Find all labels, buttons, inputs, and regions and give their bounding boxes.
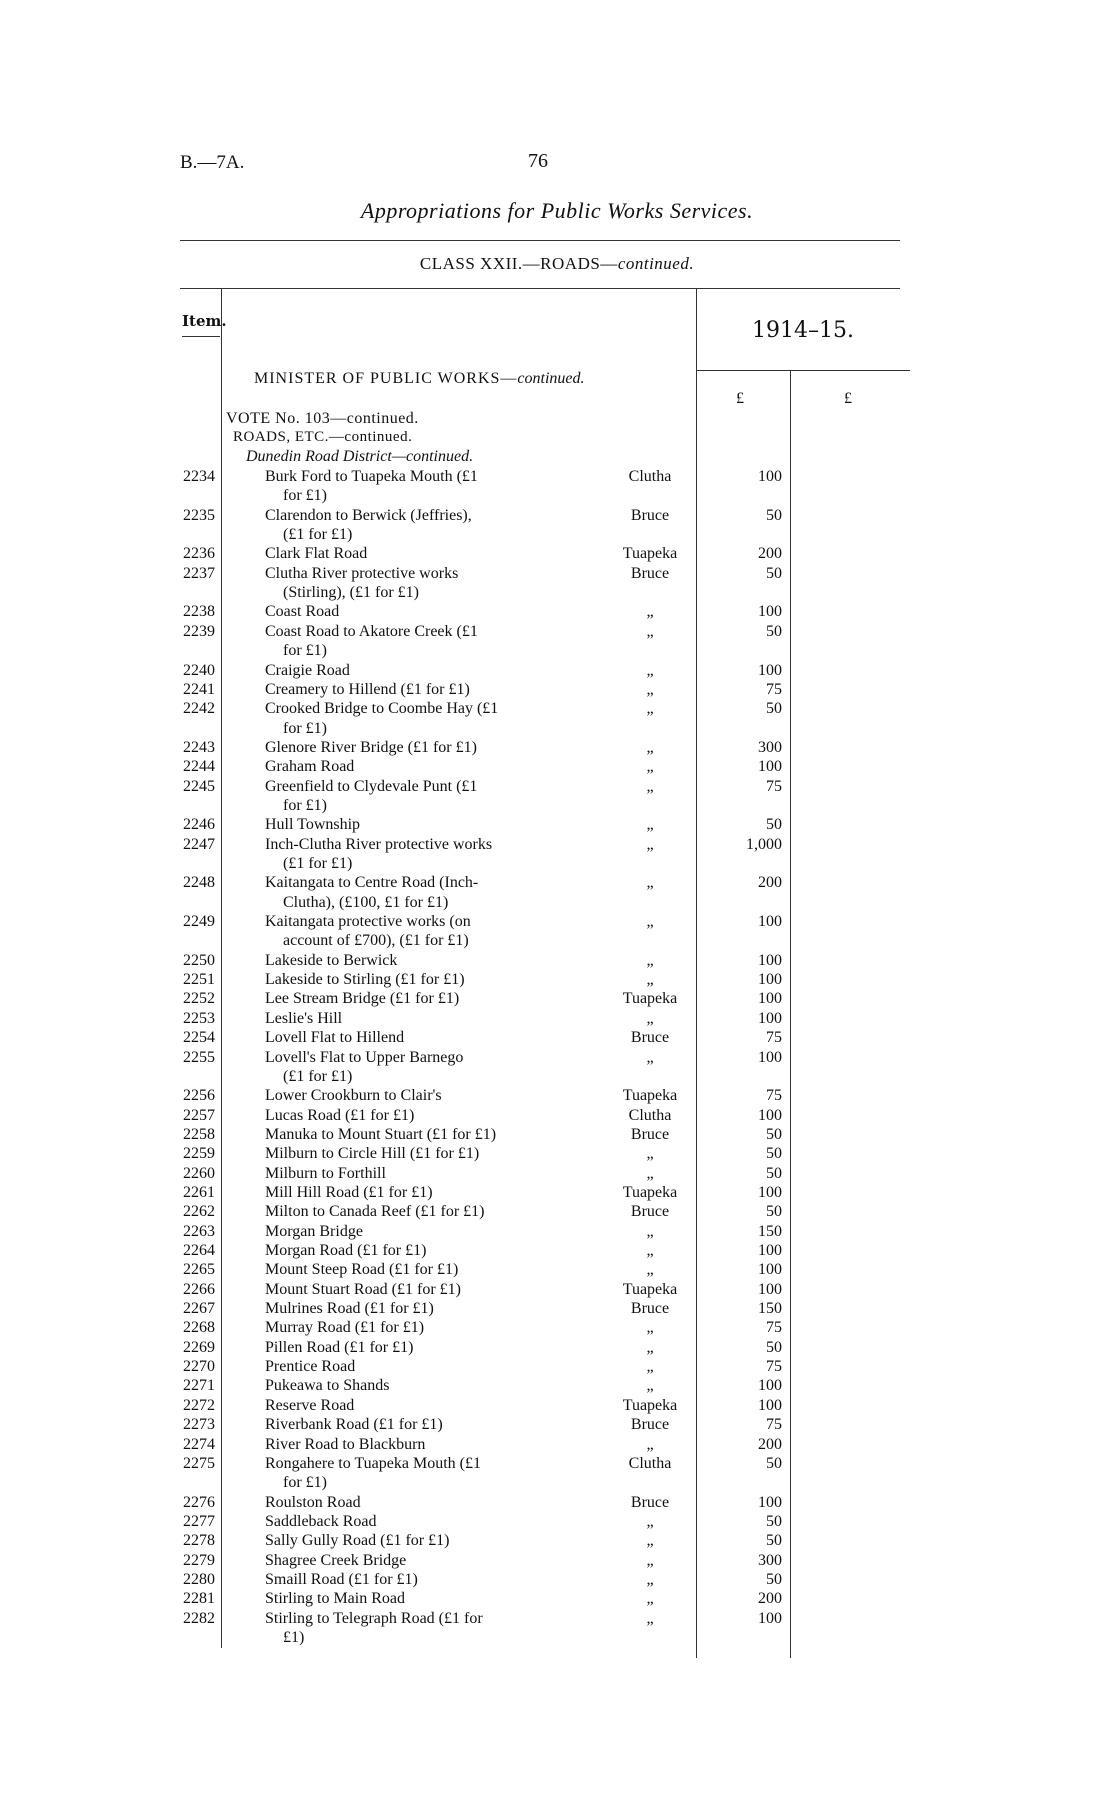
table-row <box>0 1493 1114 1513</box>
table-row <box>0 1028 1114 1048</box>
item-description: Smaill Road (£1 for £1) <box>265 1570 418 1588</box>
pound-column-header-1: £ <box>736 390 744 407</box>
table-row <box>0 1125 1114 1145</box>
item-number: 2235 <box>183 506 215 524</box>
item-electorate: Tuapeka <box>622 990 678 1008</box>
item-description: Creamery to Hillend (£1 for £1) <box>265 680 470 698</box>
table-row <box>0 815 1114 835</box>
item-description-continuation: for £1) <box>283 1474 327 1492</box>
item-amount: 150 <box>758 1300 782 1318</box>
item-description: Lovell Flat to Hillend <box>265 1029 405 1047</box>
item-description: Lakeside to Berwick <box>265 951 398 969</box>
item-electorate: „ <box>646 1319 654 1337</box>
table-row <box>0 1106 1114 1126</box>
item-number: 2269 <box>183 1338 215 1356</box>
table-row <box>0 873 1114 893</box>
class-heading: CLASS XXII.—ROADS—continued. <box>419 254 695 273</box>
table-row <box>0 564 1114 584</box>
table-row <box>0 1531 1114 1551</box>
item-number: 2270 <box>183 1358 215 1376</box>
item-number: 2262 <box>183 1203 215 1221</box>
item-amount: 100 <box>758 1609 782 1627</box>
item-number: 2237 <box>183 564 215 582</box>
item-number: 2258 <box>183 1125 215 1143</box>
item-amount: 100 <box>758 1493 782 1511</box>
table-row <box>0 1415 1114 1435</box>
item-description: Pillen Road (£1 for £1) <box>265 1338 414 1356</box>
item-number: 2267 <box>183 1300 215 1318</box>
item-amount: 75 <box>766 1029 782 1047</box>
item-electorate: „ <box>646 913 654 931</box>
item-electorate: „ <box>646 874 654 892</box>
item-description: Stirling to Telegraph Road (£1 for <box>265 1609 483 1627</box>
item-amount: 75 <box>766 1087 782 1105</box>
district-heading: Dunedin Road District—continued. <box>246 448 474 465</box>
item-electorate: „ <box>646 1338 654 1356</box>
table-row <box>0 1260 1114 1280</box>
item-number: 2277 <box>183 1512 215 1530</box>
item-description-continuation: for £1) <box>283 719 327 737</box>
item-description: Lucas Road (£1 for £1) <box>265 1106 415 1124</box>
item-amount: 50 <box>766 1125 782 1143</box>
item-number: 2264 <box>183 1242 215 1259</box>
item-description: Riverbank Road (£1 for £1) <box>265 1416 443 1434</box>
item-header-underline <box>182 336 220 337</box>
table-row <box>0 1144 1114 1164</box>
item-number: 2274 <box>183 1435 215 1453</box>
item-amount: 75 <box>766 1358 782 1376</box>
item-electorate: „ <box>646 1551 654 1569</box>
table-row <box>0 777 1114 797</box>
item-description: Shagree Creek Bridge <box>265 1551 407 1569</box>
item-description: Glenore River Bridge (£1 for £1) <box>265 738 477 756</box>
item-number: 2248 <box>183 874 215 892</box>
item-electorate: „ <box>646 777 654 795</box>
item-amount: 200 <box>758 1590 782 1608</box>
item-description: Lower Crookburn to Clair's <box>265 1087 442 1105</box>
item-amount: 100 <box>758 1183 782 1201</box>
item-electorate: Bruce <box>630 1416 670 1434</box>
item-amount: 50 <box>766 1570 782 1588</box>
item-number: 2246 <box>183 816 215 834</box>
item-electorate: „ <box>646 1435 654 1453</box>
item-amount: 100 <box>758 971 782 989</box>
table-row <box>0 1512 1114 1532</box>
item-amount: 100 <box>758 1106 782 1124</box>
table-row <box>0 602 1114 622</box>
item-amount: 50 <box>766 1532 782 1550</box>
page-title: Appropriations for Public Works Services. <box>360 198 754 223</box>
table-row <box>0 1551 1114 1571</box>
item-number: 2268 <box>183 1319 215 1337</box>
table-row <box>0 1338 1114 1358</box>
item-description: Pukeawa to Shands <box>265 1377 390 1395</box>
table-row <box>0 661 1114 681</box>
item-electorate: „ <box>646 1048 654 1066</box>
item-description-continuation: Clutha), (£100, £1 for £1) <box>283 893 449 911</box>
table-row <box>0 1589 1114 1609</box>
item-number: 2255 <box>183 1048 215 1066</box>
item-electorate: „ <box>646 680 654 698</box>
item-description: Graham Road <box>265 758 355 776</box>
pound-column-header-2: £ <box>844 390 852 407</box>
table-row <box>0 1570 1114 1590</box>
item-description: Craigie Road <box>265 661 350 679</box>
item-amount: 75 <box>766 777 782 795</box>
year-header-rule <box>696 370 910 371</box>
item-number: 2266 <box>183 1280 215 1298</box>
item-description: Sally Gully Road (£1 for £1) <box>265 1532 450 1550</box>
item-number: 2245 <box>183 777 215 795</box>
item-description: Clutha River protective works <box>265 564 459 582</box>
item-number: 2279 <box>183 1551 215 1569</box>
item-description: Kaitangata to Centre Road (Inch- <box>265 874 479 892</box>
item-number: 2256 <box>183 1087 215 1105</box>
item-description-continuation: (£1 for £1) <box>283 1067 353 1085</box>
item-amount: 50 <box>766 1203 782 1221</box>
table-row <box>0 506 1114 526</box>
item-electorate: „ <box>646 1145 654 1163</box>
item-description: Stirling to Main Road <box>265 1590 405 1608</box>
item-electorate: Bruce <box>630 506 670 524</box>
vote-heading: VOTE No. 103—continued. <box>226 410 419 427</box>
table-row <box>0 1009 1114 1029</box>
title-rule <box>180 240 900 241</box>
item-column-header: Item. <box>182 312 227 330</box>
table-row <box>0 1202 1114 1222</box>
item-number: 2281 <box>183 1590 215 1608</box>
item-description: Morgan Bridge <box>265 1222 363 1240</box>
item-electorate: „ <box>646 1164 654 1182</box>
item-electorate: Bruce <box>630 1029 670 1047</box>
item-description-continuation: (£1 for £1) <box>283 526 353 544</box>
item-amount: 50 <box>766 564 782 582</box>
item-description: Mill Hill Road (£1 for £1) <box>265 1183 433 1201</box>
item-amount: 100 <box>758 1009 782 1027</box>
item-electorate: „ <box>646 1532 654 1550</box>
minister-heading: MINISTER OF PUBLIC WORKS—continued. <box>254 370 585 387</box>
item-electorate: „ <box>646 835 654 853</box>
item-description: Lee Stream Bridge (£1 for £1) <box>265 990 460 1008</box>
table-row <box>0 1376 1114 1396</box>
table-row <box>0 970 1114 990</box>
item-electorate: „ <box>646 622 654 640</box>
item-number: 2253 <box>183 1009 215 1027</box>
item-description: River Road to Blackburn <box>265 1435 426 1453</box>
item-amount: 1,000 <box>746 835 782 853</box>
item-amount: 50 <box>766 700 782 718</box>
table-row <box>0 544 1114 564</box>
item-description: Crooked Bridge to Coombe Hay (£1 <box>265 700 499 718</box>
item-electorate: „ <box>646 603 654 621</box>
item-description: Manuka to Mount Stuart (£1 for £1) <box>265 1125 497 1143</box>
item-description-continuation: £1) <box>283 1629 305 1646</box>
item-description: Kaitangata protective works (on <box>265 913 471 931</box>
item-number: 2261 <box>183 1183 215 1201</box>
item-electorate: „ <box>646 971 654 989</box>
item-amount: 50 <box>766 622 782 640</box>
item-number: 2242 <box>183 700 215 718</box>
table-row <box>0 699 1114 719</box>
item-amount: 100 <box>758 1048 782 1066</box>
header-rule <box>180 288 900 289</box>
item-amount: 300 <box>758 738 782 756</box>
item-description: Reserve Road <box>265 1396 355 1414</box>
item-number: 2239 <box>183 622 215 640</box>
item-description: Mount Stuart Road (£1 for £1) <box>265 1280 461 1298</box>
item-number: 2254 <box>183 1029 215 1047</box>
item-description: Prentice Road <box>265 1358 356 1376</box>
item-description: Lovell's Flat to Upper Barnego <box>265 1048 464 1066</box>
item-number: 2273 <box>183 1416 215 1434</box>
item-description: Leslie's Hill <box>265 1009 343 1027</box>
item-electorate: Clutha <box>628 1454 672 1472</box>
item-description: Roulston Road <box>265 1493 361 1511</box>
item-description: Milburn to Circle Hill (£1 for £1) <box>265 1145 480 1163</box>
table-row <box>0 1396 1114 1416</box>
roads-heading: ROADS, ETC.—continued. <box>233 429 413 445</box>
item-description: Inch-Clutha River protective works <box>265 835 493 853</box>
item-amount: 75 <box>766 1319 782 1337</box>
item-number: 2263 <box>183 1222 215 1240</box>
item-amount: 200 <box>758 545 782 563</box>
item-amount: 100 <box>758 468 782 485</box>
item-description: Morgan Road (£1 for £1) <box>265 1242 427 1259</box>
item-electorate: Bruce <box>630 1125 670 1143</box>
item-electorate: Bruce <box>630 1203 670 1221</box>
item-number: 2282 <box>183 1609 215 1627</box>
item-electorate: Tuapeka <box>622 1087 678 1105</box>
item-number: 2265 <box>183 1261 215 1279</box>
item-electorate: „ <box>646 661 654 679</box>
item-amount: 200 <box>758 1435 782 1453</box>
item-amount: 200 <box>758 874 782 892</box>
item-electorate: „ <box>646 1222 654 1240</box>
item-number: 2247 <box>183 835 215 853</box>
table-row <box>0 989 1114 1009</box>
item-number: 2238 <box>183 603 215 621</box>
item-electorate: Tuapeka <box>622 545 678 563</box>
item-electorate: „ <box>646 738 654 756</box>
item-electorate: „ <box>646 1377 654 1395</box>
item-electorate: „ <box>646 816 654 834</box>
item-description: Burk Ford to Tuapeka Mouth (£1 <box>265 468 478 485</box>
item-description-continuation: account of £700), (£1 for £1) <box>283 932 469 950</box>
table-row <box>0 680 1114 700</box>
item-amount: 50 <box>766 506 782 524</box>
table-row <box>0 1183 1114 1203</box>
item-description-continuation: (Stirling), (£1 for £1) <box>283 584 419 602</box>
item-amount: 50 <box>766 816 782 834</box>
item-amount: 100 <box>758 1377 782 1395</box>
item-amount: 75 <box>766 1416 782 1434</box>
table-row <box>0 622 1114 642</box>
item-description-continuation: for £1) <box>283 642 327 660</box>
item-electorate: „ <box>646 1570 654 1588</box>
item-amount: 100 <box>758 990 782 1008</box>
item-description: Lakeside to Stirling (£1 for £1) <box>265 971 465 989</box>
item-electorate: „ <box>646 1009 654 1027</box>
table-row <box>0 1164 1114 1184</box>
item-number: 2257 <box>183 1106 215 1124</box>
table-row <box>0 1318 1114 1338</box>
item-electorate: „ <box>646 951 654 969</box>
table-row <box>0 1357 1114 1377</box>
item-number: 2280 <box>183 1570 215 1588</box>
item-amount: 100 <box>758 603 782 621</box>
item-description: Mount Steep Road (£1 for £1) <box>265 1261 459 1279</box>
item-amount: 100 <box>758 1242 782 1259</box>
item-number: 2260 <box>183 1164 215 1182</box>
item-electorate: „ <box>646 700 654 718</box>
item-amount: 50 <box>766 1454 782 1472</box>
item-number: 2259 <box>183 1145 215 1163</box>
item-number: 2275 <box>183 1454 215 1472</box>
item-electorate: „ <box>646 758 654 776</box>
table-row <box>0 1609 1114 1629</box>
item-amount: 100 <box>758 1261 782 1279</box>
page-number: 76 <box>528 150 548 172</box>
item-amount: 150 <box>758 1222 782 1240</box>
table-row <box>0 951 1114 971</box>
item-number: 2250 <box>183 951 215 969</box>
item-amount: 50 <box>766 1145 782 1163</box>
item-number: 2276 <box>183 1493 215 1511</box>
item-number: 2241 <box>183 680 215 698</box>
item-amount: 50 <box>766 1164 782 1182</box>
item-number: 2243 <box>183 738 215 756</box>
item-amount: 50 <box>766 1338 782 1356</box>
item-amount: 100 <box>758 661 782 679</box>
item-electorate: Bruce <box>630 1493 670 1511</box>
item-number: 2234 <box>183 468 215 485</box>
item-electorate: Bruce <box>630 564 670 582</box>
table-row <box>0 738 1114 758</box>
item-description-continuation: (£1 for £1) <box>283 855 353 872</box>
item-electorate: Bruce <box>630 1300 670 1318</box>
table-row <box>0 1048 1114 1068</box>
item-electorate: „ <box>646 1512 654 1530</box>
item-number: 2249 <box>183 913 215 931</box>
table-row <box>0 1241 1114 1261</box>
document-reference: B.—7A. <box>180 152 245 173</box>
table-row <box>0 1435 1114 1455</box>
item-electorate: „ <box>646 1590 654 1608</box>
item-amount: 75 <box>766 680 782 698</box>
item-number: 2244 <box>183 758 215 776</box>
item-description: Mulrines Road (£1 for £1) <box>265 1300 434 1318</box>
item-number: 2272 <box>183 1396 215 1414</box>
table-row <box>0 1086 1114 1106</box>
year-column-header: 1914–15. <box>752 318 854 343</box>
item-description-continuation: for £1) <box>283 796 327 814</box>
item-amount: 100 <box>758 758 782 776</box>
item-electorate: Clutha <box>628 1106 672 1124</box>
item-description: Milburn to Forthill <box>265 1164 386 1182</box>
item-amount: 300 <box>758 1551 782 1569</box>
table-row <box>0 1454 1114 1474</box>
table-row <box>0 1280 1114 1300</box>
item-amount: 100 <box>758 1396 782 1414</box>
item-amount: 50 <box>766 1512 782 1530</box>
item-amount: 100 <box>758 913 782 931</box>
item-electorate: Tuapeka <box>622 1396 678 1414</box>
item-description: Clarendon to Berwick (Jeffries), <box>265 506 472 524</box>
item-electorate: „ <box>646 1609 654 1627</box>
table-row <box>0 912 1114 932</box>
item-description: Rongahere to Tuapeka Mouth (£1 <box>265 1454 481 1472</box>
item-description: Coast Road to Akatore Creek (£1 <box>265 622 478 640</box>
item-description: Milton to Canada Reef (£1 for £1) <box>265 1203 485 1221</box>
item-description: Coast Road <box>265 603 340 621</box>
item-electorate: Clutha <box>628 468 672 485</box>
item-electorate: Tuapeka <box>622 1183 678 1201</box>
table-row <box>0 467 1114 487</box>
item-description: Saddleback Road <box>265 1512 377 1530</box>
item-number: 2236 <box>183 545 215 563</box>
item-description: Hull Township <box>265 816 361 834</box>
table-row <box>0 1299 1114 1319</box>
item-electorate: „ <box>646 1261 654 1279</box>
item-electorate: Tuapeka <box>622 1280 678 1298</box>
item-number: 2251 <box>183 971 215 989</box>
item-number: 2252 <box>183 990 215 1008</box>
item-description: Murray Road (£1 for £1) <box>265 1319 425 1337</box>
table-row <box>0 1222 1114 1242</box>
table-row <box>0 835 1114 855</box>
table-row <box>0 757 1114 777</box>
item-electorate: „ <box>646 1242 654 1259</box>
item-description: Clark Flat Road <box>265 545 368 563</box>
item-number: 2278 <box>183 1532 215 1550</box>
item-description: Greenfield to Clydevale Punt (£1 <box>265 777 478 795</box>
item-number: 2240 <box>183 661 215 679</box>
item-amount: 100 <box>758 1280 782 1298</box>
item-description-continuation: for £1) <box>283 487 327 505</box>
item-amount: 100 <box>758 951 782 969</box>
item-electorate: „ <box>646 1358 654 1376</box>
item-number: 2271 <box>183 1377 215 1395</box>
